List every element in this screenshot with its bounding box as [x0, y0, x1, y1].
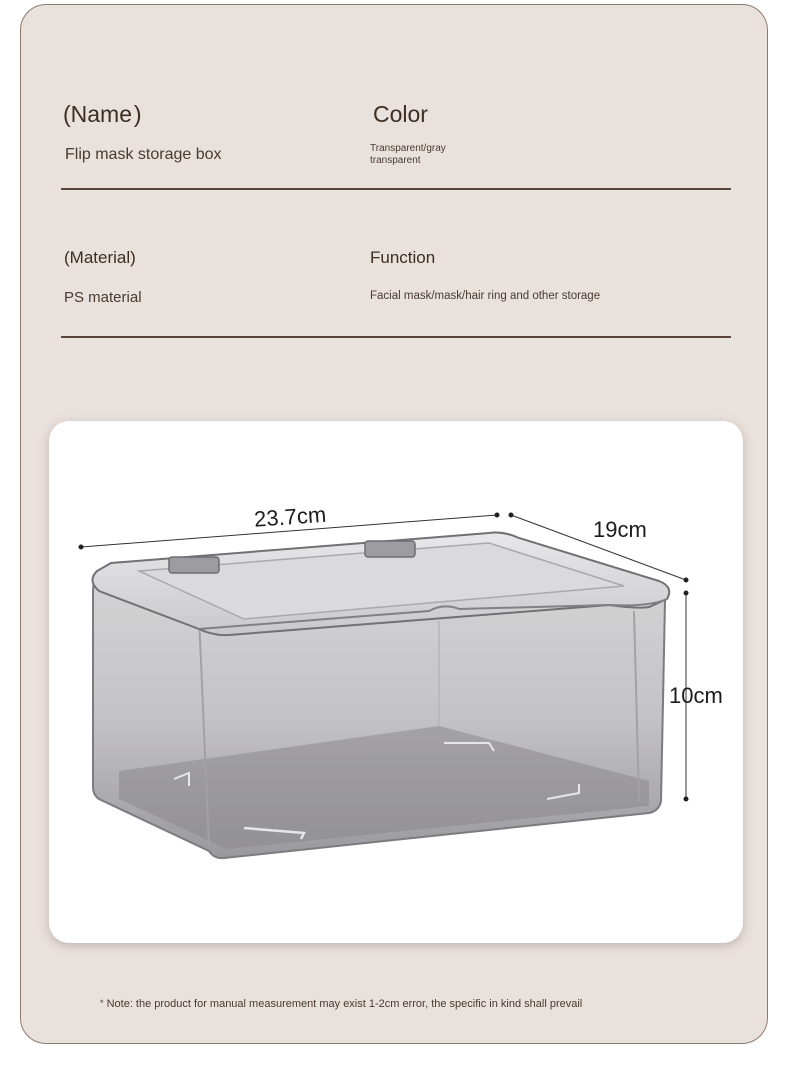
color-heading: Color	[373, 101, 428, 127]
material-value: PS material	[64, 289, 142, 306]
hinge-right	[365, 541, 415, 557]
color-value: Transparent/gray transparent	[370, 143, 446, 166]
length-label: 23.7cm	[253, 501, 327, 532]
hinge-left	[169, 557, 219, 573]
spec-card	[20, 4, 768, 1044]
height-label: 10cm	[669, 683, 723, 708]
width-label: 19cm	[593, 517, 647, 542]
function-heading: Function	[370, 248, 436, 267]
name-heading: (Name )	[63, 101, 142, 127]
material-heading: (Material)	[64, 248, 136, 267]
height-dimension	[669, 591, 723, 802]
note-text: Note: the product for manual measurement may exist 1-2cm error, the specific in kind shall prevail	[106, 998, 583, 1010]
product-image-panel	[49, 421, 743, 943]
storage-box-illustration	[49, 421, 743, 943]
function-value: Facial mask/mask/hair ring and other storage	[370, 290, 601, 302]
divider-bottom	[61, 336, 731, 338]
measurement-note: * Note: the product for manual measurement may exist 1-2cm error, the specific in kind shall prevail	[100, 998, 583, 1010]
name-value: Flip mask storage box	[65, 146, 222, 163]
divider-top	[61, 188, 731, 190]
